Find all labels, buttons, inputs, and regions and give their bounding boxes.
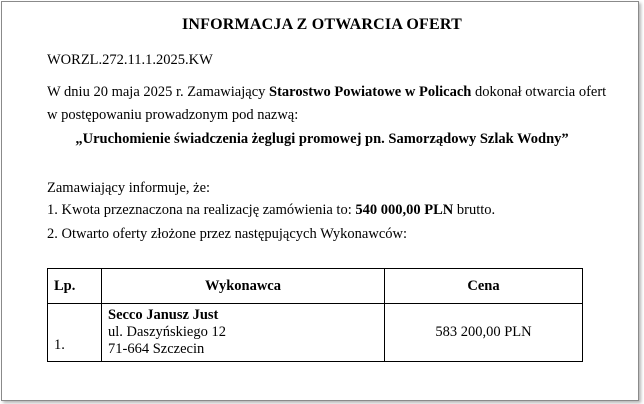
table-header-row (48, 269, 583, 304)
intro-text-1: W dniu 20 maja 2025 r. Zamawiający (47, 84, 270, 100)
contractor-street: ul. Daszyńskiego 12 (108, 324, 226, 340)
budget-text: 1. Kwota przeznaczona na realizację zamówienia to: (47, 202, 356, 218)
intro-text-2: dokonał otwarcia ofert (471, 84, 607, 100)
intro-paragraph-line1 (47, 84, 607, 101)
row-price: 583 200,00 PLN (385, 304, 583, 362)
contracting-authority: Starostwo Powiatowe w Policach (269, 84, 472, 100)
list-item-offers: 2. Otwarto oferty złożone przez następujących Wykonawców: (47, 226, 408, 242)
header-contractor: Wykonawca (102, 269, 385, 304)
document-title: INFORMACJA Z OTWARCIA OFERT (182, 16, 462, 33)
header-lp: Lp. (48, 269, 102, 304)
list-item-budget (47, 202, 495, 219)
offers-table (47, 268, 583, 362)
header-price: Cena (385, 269, 583, 304)
project-name: „Uruchomienie świadczenia żeglugi promowej pn. Samorządowy Szlak Wodny” (75, 131, 569, 147)
budget-suffix: brutto. (453, 202, 496, 218)
contractor-city: 71-664 Szczecin (108, 341, 205, 357)
row-contractor (102, 304, 385, 362)
reference-number: WORZL.272.11.1.2025.KW (47, 52, 213, 68)
budget-amount: 540 000,00 PLN (355, 202, 454, 218)
table-row (48, 304, 583, 362)
row-lp: 1. (48, 304, 102, 362)
contractor-name: Secco Janusz Just (108, 307, 219, 323)
info-line: Zamawiający informuje, że: (47, 180, 211, 196)
intro-paragraph-line2: w postępowaniu prowadzonym pod nazwą: (47, 107, 299, 123)
